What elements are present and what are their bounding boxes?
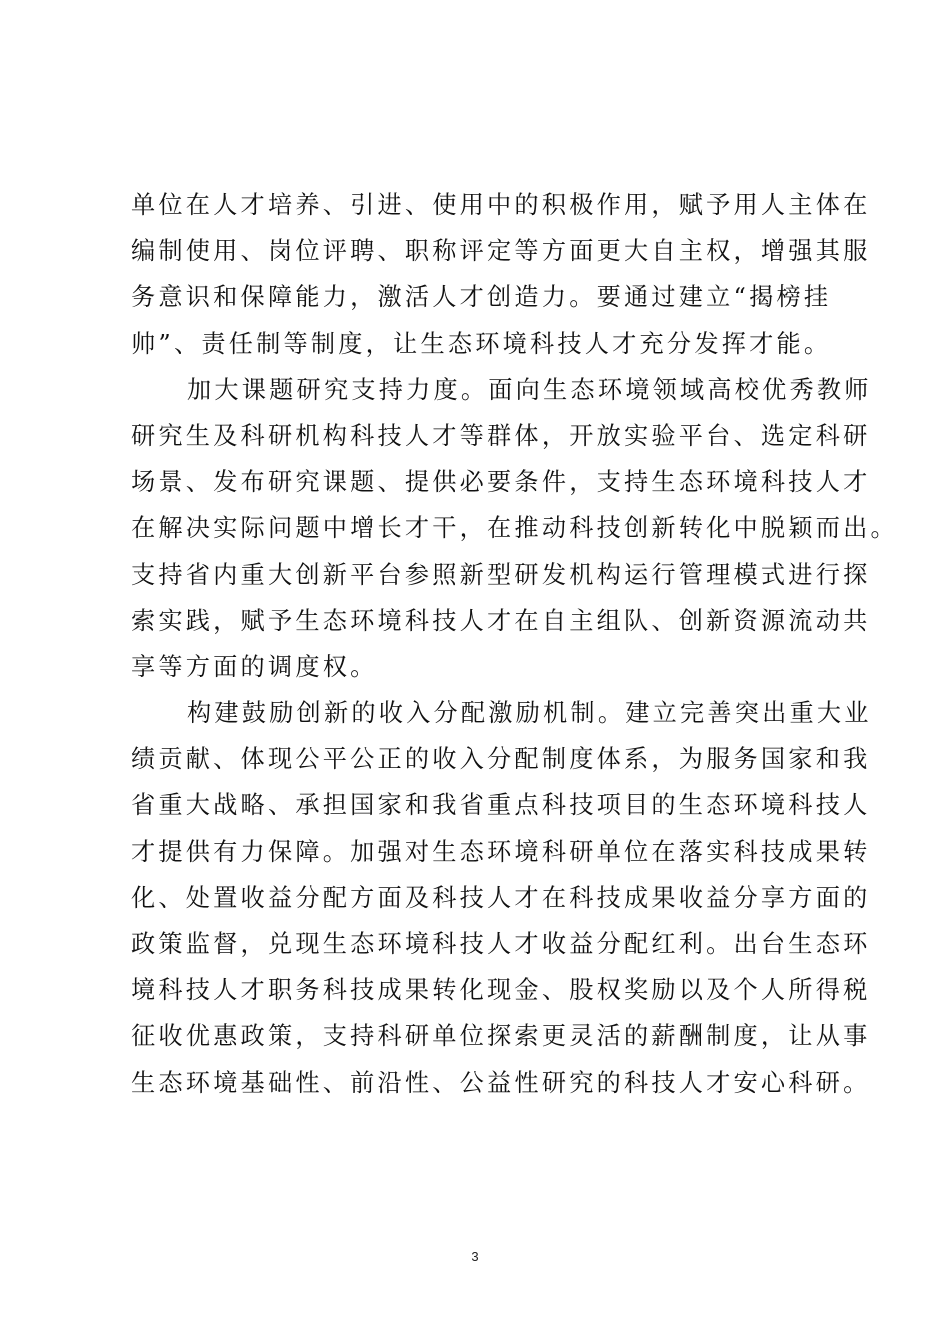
text-line: 务意识和保障能力，激活人才创造力。要通过建立“揭榜挂 bbox=[131, 283, 832, 312]
text-line: 帅”、责任制等制度，让生态环境科技人才充分发挥才能。 bbox=[131, 329, 832, 358]
text-line: 单位在人才培养、引进、使用中的积极作用，赋予用人主体在 bbox=[131, 191, 871, 219]
text-line: 省重大战略、承担国家和我省重点科技项目的生态环境科技人 bbox=[131, 791, 871, 820]
text-line: 构建鼓励创新的收入分配激励机制。建立完善突出重大业 bbox=[187, 699, 872, 728]
text-line: 绩贡献、体现公平公正的收入分配制度体系，为服务国家和我 bbox=[131, 745, 871, 774]
text-line: 征收优惠政策，支持科研单位探索更灵活的薪酬制度，让从事 bbox=[131, 1022, 871, 1051]
text-line: 场景、发布研究课题、提供必要条件，支持生态环境科技人才 bbox=[131, 468, 871, 497]
text-line: 加大课题研究支持力度。面向生态环境领域高校优秀教师 bbox=[187, 375, 872, 404]
text-line: 索实践，赋予生态环境科技人才在自主组队、创新资源流动共 bbox=[131, 606, 871, 635]
text-line: 支持省内重大创新平台参照新型研发机构运行管理模式进行探 bbox=[131, 560, 871, 589]
text-line: 享等方面的调度权。 bbox=[131, 652, 378, 681]
text-line: 编制使用、岗位评聘、职称评定等方面更大自主权，增强其服 bbox=[131, 237, 871, 266]
paragraph bbox=[131, 182, 871, 367]
paragraph bbox=[131, 367, 898, 690]
body-text bbox=[131, 182, 898, 1106]
text-line: 政策监督，兑现生态环境科技人才收益分配红利。出台生态环 bbox=[131, 930, 871, 958]
text-line: 境科技人才职务科技成果转化现金、股权奖励以及个人所得税 bbox=[131, 976, 871, 1005]
text-line: 化、处置收益分配方面及科技人才在科技成果收益分享方面的 bbox=[131, 883, 871, 912]
text-line: 研究生及科研机构科技人才等群体，开放实验平台、选定科研 bbox=[131, 421, 871, 450]
text-line: 才提供有力保障。加强对生态环境科研单位在落实科技成果转 bbox=[131, 837, 871, 866]
page-number: 3 bbox=[471, 1249, 479, 1264]
text-line: 在解决实际问题中增长才干，在推动科技创新转化中脱颖而出。 bbox=[131, 514, 898, 543]
text-line: 生态环境基础性、前沿性、公益性研究的科技人才安心科研。 bbox=[131, 1068, 871, 1097]
paragraph bbox=[131, 690, 872, 1106]
